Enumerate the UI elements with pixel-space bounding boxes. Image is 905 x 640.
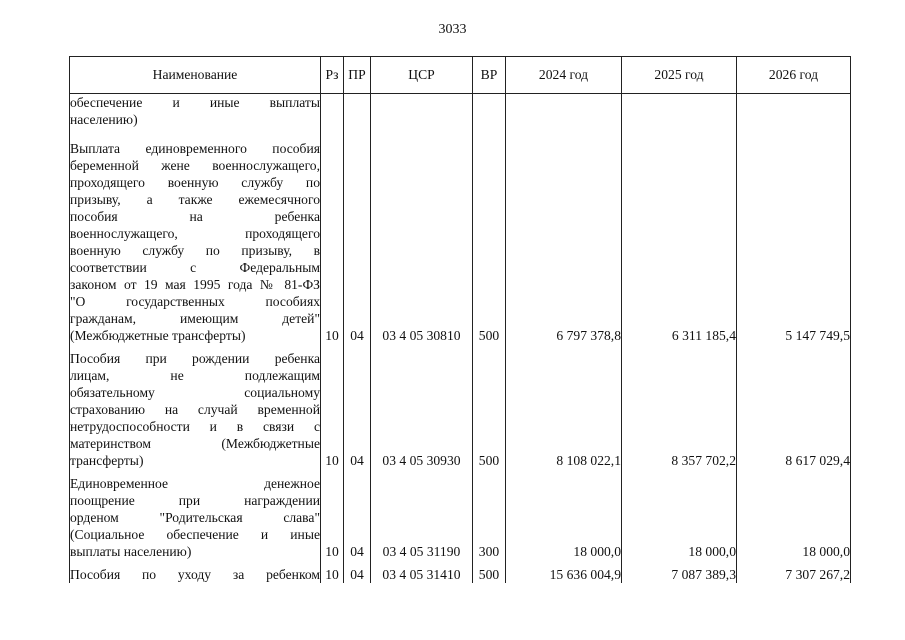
row-name-line: соответствии с Федеральным — [70, 260, 320, 275]
cell-pr: 04 — [344, 134, 371, 344]
row-name-line: выплаты населению) — [70, 544, 192, 559]
cell-vr: 500 — [473, 134, 506, 344]
table-row — [70, 94, 851, 135]
table-row — [70, 134, 851, 344]
row-name — [70, 469, 321, 560]
row-name-line: беременной жене военнослужащего, — [70, 158, 320, 173]
cell-pr — [344, 94, 371, 135]
header-2025: 2025 год — [622, 57, 737, 94]
cell-y2024: 8 108 022,1 — [506, 344, 622, 469]
cell-y2025: 7 087 389,3 — [622, 560, 737, 583]
budget-table — [69, 56, 851, 583]
row-name-line: военнослужащего, проходящего — [70, 226, 320, 241]
row-name-line: орденом "Родительская слава" — [70, 510, 320, 525]
row-name-line: обеспечение и иные выплаты — [70, 95, 320, 110]
header-row — [70, 57, 851, 94]
row-name-line: нетрудоспособности и в связи с — [70, 419, 320, 434]
cell-pr: 04 — [344, 344, 371, 469]
header-2024: 2024 год — [506, 57, 622, 94]
row-name-line: обязательному социальному — [70, 385, 320, 400]
row-name-line: материнством (Межбюджетные — [70, 436, 320, 451]
table-row — [70, 469, 851, 560]
cell-rz — [321, 94, 344, 135]
header-2026: 2026 год — [737, 57, 851, 94]
cell-csr: 03 4 05 30930 — [371, 344, 473, 469]
row-name-line: трансферты) — [70, 453, 144, 468]
row-name-line: пособия на ребенка — [70, 209, 320, 224]
row-name-line: "О государственных пособиях — [70, 294, 320, 309]
row-name-line: (Межбюджетные трансферты) — [70, 328, 246, 343]
cell-y2025: 8 357 702,2 — [622, 344, 737, 469]
header-csr: ЦСР — [371, 57, 473, 94]
page-number: 3033 — [438, 22, 467, 37]
row-name-line: гражданам, имеющим детей" — [70, 311, 320, 326]
row-name-line: призыву, а также ежемесячного — [70, 192, 320, 207]
header-vr: ВР — [473, 57, 506, 94]
row-name — [70, 560, 321, 583]
cell-vr: 500 — [473, 344, 506, 469]
header-name: Наименование — [70, 57, 321, 94]
cell-y2026: 18 000,0 — [737, 469, 851, 560]
row-name-line: законом от 19 мая 1995 года № 81-ФЗ — [70, 277, 320, 292]
header-rz: Рз — [321, 57, 344, 94]
table-row — [70, 344, 851, 469]
table-row — [70, 560, 851, 583]
row-name — [70, 344, 321, 469]
row-name-line: населению) — [70, 112, 138, 127]
cell-y2025: 6 311 185,4 — [622, 134, 737, 344]
cell-csr: 03 4 05 31410 — [371, 560, 473, 583]
row-name — [70, 134, 321, 344]
row-name-line: Пособия по уходу за ребенком — [70, 567, 320, 582]
cell-csr — [371, 94, 473, 135]
cell-pr: 04 — [344, 469, 371, 560]
row-name-line: страхованию на случай временной — [70, 402, 320, 417]
row-name-line: Выплата единовременного пособия — [70, 141, 320, 156]
cell-y2025: 18 000,0 — [622, 469, 737, 560]
row-name-line: Пособия при рождении ребенка — [70, 351, 320, 366]
row-name-line: поощрение при награждении — [70, 493, 320, 508]
cell-rz: 10 — [321, 134, 344, 344]
cell-vr — [473, 94, 506, 135]
row-name-line: военную службу по призыву, в — [70, 243, 320, 258]
cell-y2026: 5 147 749,5 — [737, 134, 851, 344]
cell-rz: 10 — [321, 344, 344, 469]
row-name-line: (Социальное обеспечение и иные — [70, 527, 320, 542]
cell-y2024: 6 797 378,8 — [506, 134, 622, 344]
header-pr: ПР — [344, 57, 371, 94]
row-name-line: лицам, не подлежащим — [70, 368, 320, 383]
row-name — [70, 94, 321, 135]
cell-pr: 04 — [344, 560, 371, 583]
cell-y2026 — [737, 94, 851, 135]
cell-y2024: 18 000,0 — [506, 469, 622, 560]
cell-csr: 03 4 05 30810 — [371, 134, 473, 344]
cell-y2026: 8 617 029,4 — [737, 344, 851, 469]
cell-rz: 10 — [321, 560, 344, 583]
cell-y2024 — [506, 94, 622, 135]
row-name-line: Единовременное денежное — [70, 476, 320, 491]
cell-vr: 300 — [473, 469, 506, 560]
row-name-line: проходящего военную службу по — [70, 175, 320, 190]
cell-vr: 500 — [473, 560, 506, 583]
cell-y2024: 15 636 004,9 — [506, 560, 622, 583]
cell-csr: 03 4 05 31190 — [371, 469, 473, 560]
cell-rz: 10 — [321, 469, 344, 560]
cell-y2025 — [622, 94, 737, 135]
cell-y2026: 7 307 267,2 — [737, 560, 851, 583]
